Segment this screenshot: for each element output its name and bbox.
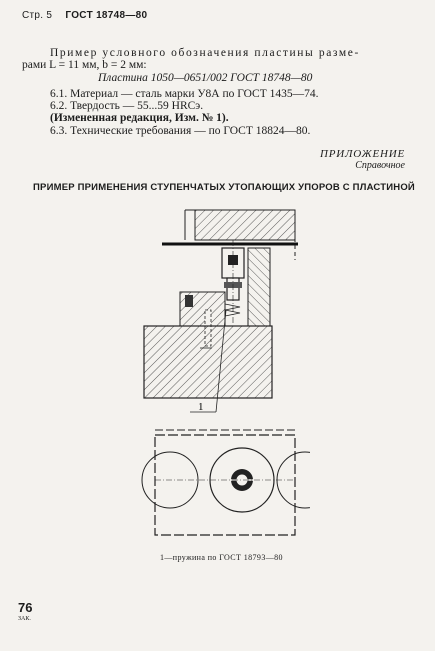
item-requirements: 6.3. Технические требования — по ГОСТ 18824—80. bbox=[50, 125, 311, 137]
item-hardness: 6.2. Твердость — 55...59 HRCэ. bbox=[50, 100, 204, 112]
appendix-subtitle: Справочное bbox=[355, 160, 405, 171]
technical-drawing bbox=[130, 200, 310, 550]
stop-body bbox=[248, 248, 270, 326]
page-number: 76 bbox=[18, 600, 33, 615]
page-header bbox=[22, 10, 147, 21]
callout-number: 1 bbox=[198, 401, 204, 413]
figure-caption: 1—пружина по ГОСТ 18793—80 bbox=[160, 553, 283, 562]
section-title: ПРИМЕР ПРИМЕНЕНИЯ СТУПЕНЧАТЫХ УТОПАЮЩИХ УПОРОВ С ПЛАСТИНОЙ bbox=[33, 182, 415, 193]
upper-block bbox=[185, 210, 295, 240]
item-material: 6.1. Материал — сталь марки У8А по ГОСТ 1435—74. bbox=[50, 88, 319, 100]
appendix-title: ПРИЛОЖЕНИЕ bbox=[320, 148, 405, 160]
item-amendment: (Измененная редакция, Изм. № 1). bbox=[50, 112, 229, 124]
footer-mark: ЗАК. bbox=[18, 616, 31, 622]
base-plate bbox=[144, 326, 272, 398]
designation-line-2: рами L = 11 мм, b = 2 мм: bbox=[22, 59, 147, 71]
standard-number: ГОСТ 18748—80 bbox=[65, 10, 148, 21]
spring bbox=[225, 304, 240, 316]
plan-view bbox=[142, 430, 310, 535]
designation-line-1: Пример условного обозначения пластины разме- bbox=[50, 47, 360, 59]
page-label: Стр. 5 bbox=[22, 10, 53, 21]
designation-formula: Пластина 1050—0651/002 ГОСТ 18748—80 bbox=[98, 72, 313, 84]
